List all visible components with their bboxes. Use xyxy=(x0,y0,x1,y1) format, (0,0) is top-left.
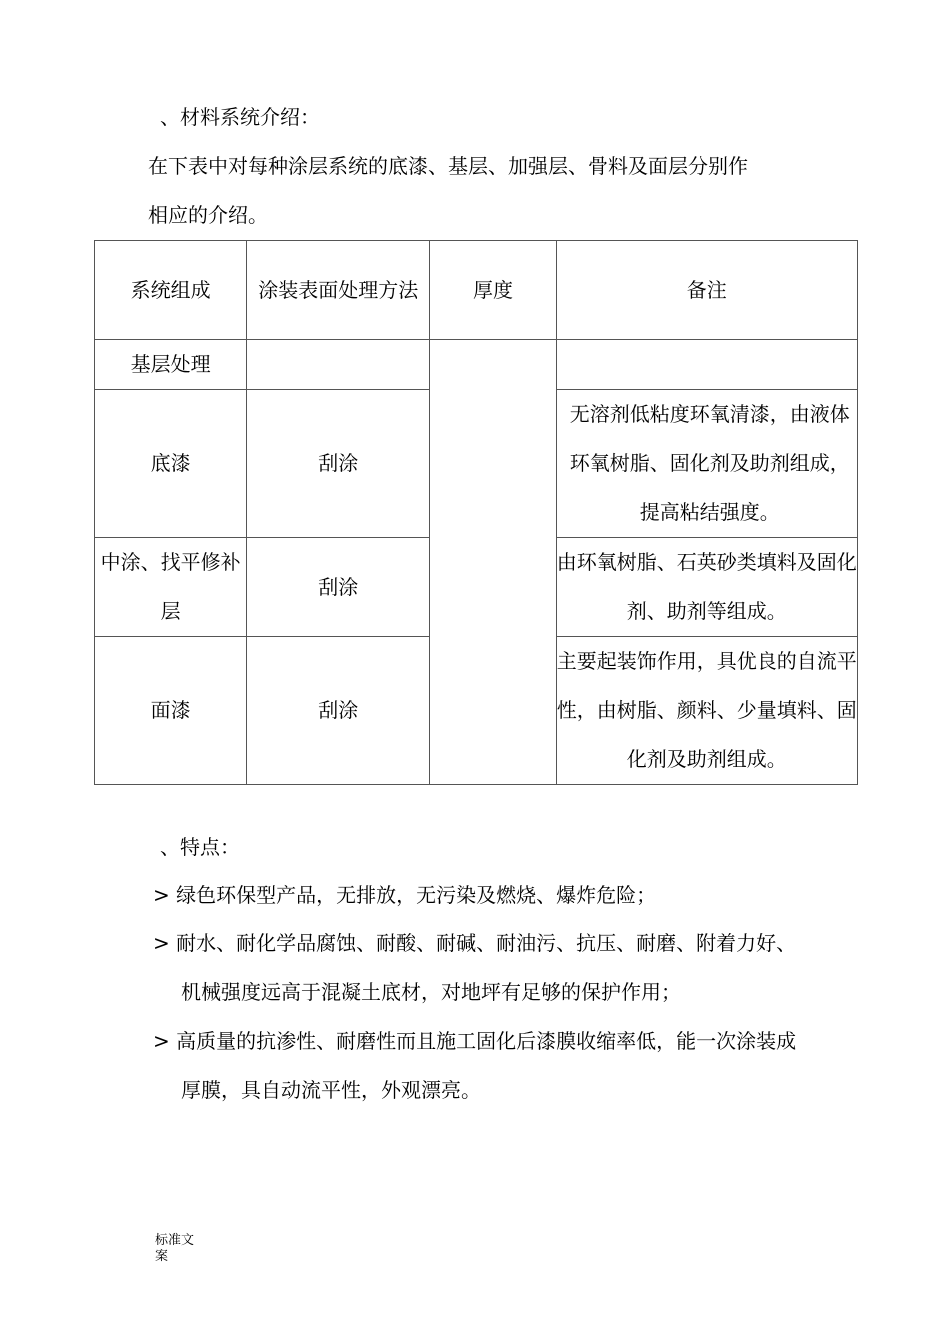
cell-component: 基层处理 xyxy=(95,340,247,390)
feature-item-3-cont: 厚膜，具自动流平性，外观漂亮。 xyxy=(181,1078,481,1102)
features-heading: 、特点： xyxy=(160,835,240,859)
footer-label: 标准文 xyxy=(155,1233,195,1248)
cell-note: 主要起装饰作用，具优良的自流平性，由树脂、颜料、少量填料、固化剂及助剂组成。 xyxy=(556,637,857,785)
header-cell-thickness: 厚度 xyxy=(430,241,556,340)
cell-note xyxy=(556,340,857,390)
materials-heading: 、材料系统介绍： xyxy=(160,105,320,129)
cell-method: 刮涂 xyxy=(247,390,430,538)
cell-component: 底漆 xyxy=(95,390,247,538)
table-row xyxy=(95,340,858,390)
cell-method: 刮涂 xyxy=(247,637,430,785)
feature-item-3: > 高质量的抗渗性、耐磨性而且施工固化后漆膜收缩率低，能一次涂装成 xyxy=(153,1029,797,1053)
feature-item-2: > 耐水、耐化学品腐蚀、耐酸、耐碱、耐油污、抗压、耐磨、附着力好、 xyxy=(153,931,797,955)
intro-line-1: 在下表中对每种涂层系统的底漆、基层、加强层、骨料及面层分别作 xyxy=(148,154,748,178)
feature-item-1: > 绿色环保型产品，无排放，无污染及燃烧、爆炸危险； xyxy=(153,883,657,907)
header-cell-component: 系统组成 xyxy=(95,241,247,340)
footer-label-cont: 案 xyxy=(155,1249,169,1264)
cell-method: 刮涂 xyxy=(247,538,430,637)
cell-method xyxy=(247,340,430,390)
cell-thickness-merged xyxy=(430,340,556,785)
cell-component: 面漆 xyxy=(95,637,247,785)
header-cell-method: 涂装表面处理方法 xyxy=(247,241,430,340)
cell-component: 中涂、找平修补层 xyxy=(95,538,247,637)
header-cell-note: 备注 xyxy=(556,241,857,340)
cell-note: 无溶剂低粘度环氧清漆，由液体环氧树脂、固化剂及助剂组成，提高粘结强度。 xyxy=(556,390,857,538)
coating-system-table xyxy=(94,240,858,785)
cell-note: 由环氧树脂、石英砂类填料及固化剂、助剂等组成。 xyxy=(556,538,857,637)
table-header-row xyxy=(95,241,858,340)
intro-line-2: 相应的介绍。 xyxy=(148,203,268,227)
feature-item-2-cont: 机械强度远高于混凝土底材，对地坪有足够的保护作用； xyxy=(181,980,681,1004)
